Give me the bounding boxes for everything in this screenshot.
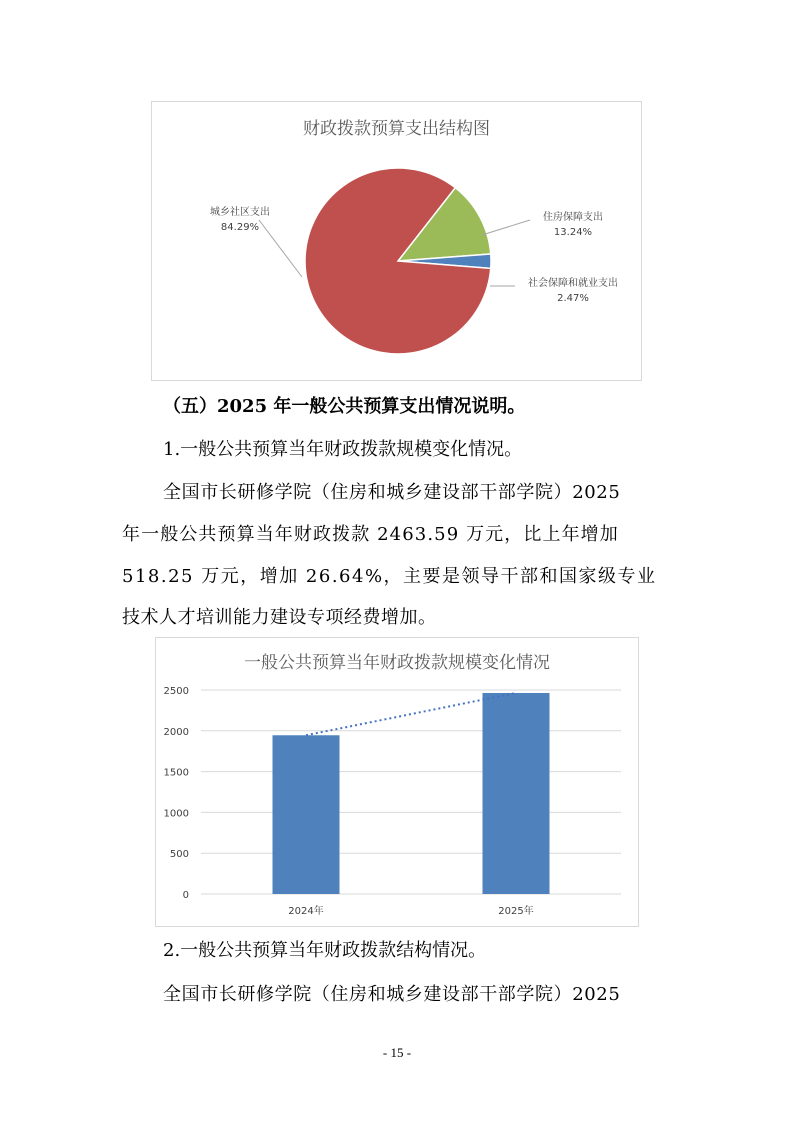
para1-line-2: 年一般公共预算当年财政拨款 2463.59 万元，比上年增加 <box>122 524 619 545</box>
para1-line-3: 518.25 万元，增加 26.64%，主要是领导干部和国家级专业 <box>122 566 657 587</box>
y-tick-label: 1000 <box>163 808 189 820</box>
y-tick-label: 500 <box>169 849 189 861</box>
bar <box>273 735 340 894</box>
page-number: - 15 - <box>382 1045 412 1060</box>
pie-chart <box>151 101 642 381</box>
pie-slice-label: 社会保障和就业支出 <box>528 278 618 289</box>
pie-slice-label: 住房保障支出 <box>543 212 603 223</box>
bar-chart-title: 一般公共预算当年财政拨款规模变化情况 <box>244 653 550 673</box>
item2-heading: 2.一般公共预算当年财政拨款结构情况。 <box>163 940 487 961</box>
para2-line-1: 全国市长研修学院（住房和城乡建设部干部学院）2025 <box>163 984 621 1005</box>
bar-chart-svg <box>156 638 640 928</box>
y-tick-label: 2500 <box>163 686 189 697</box>
bar <box>483 693 550 894</box>
pie-chart-title: 财政拨款预算支出结构图 <box>303 119 490 139</box>
para1-line-4: 技术人才培训能力建设专项经费增加。 <box>122 607 437 628</box>
pie-leader-line <box>259 220 302 277</box>
item1-heading: 1.一般公共预算当年财政拨款规模变化情况。 <box>163 439 523 460</box>
x-tick-label: 2024年 <box>288 906 324 917</box>
y-tick-label: 0 <box>182 890 189 901</box>
bar-chart <box>155 637 639 927</box>
pie-slice-percent: 84.29% <box>220 222 260 233</box>
pie-slice-percent: 13.24% <box>553 227 593 238</box>
pie-chart-svg <box>152 102 643 382</box>
y-tick-label: 2000 <box>163 726 189 738</box>
para1-line-1: 全国市长研修学院（住房和城乡建设部干部学院）2025 <box>163 482 621 503</box>
pie-leader-line <box>482 220 530 235</box>
y-tick-label: 1500 <box>163 767 189 779</box>
pie-slice-label: 城乡社区支出 <box>210 207 270 218</box>
pie-slice-percent: 2.47% <box>557 293 589 304</box>
x-tick-label: 2025年 <box>498 906 534 917</box>
section-heading: （五）2025 年一般公共预算支出情况说明。 <box>163 396 526 417</box>
